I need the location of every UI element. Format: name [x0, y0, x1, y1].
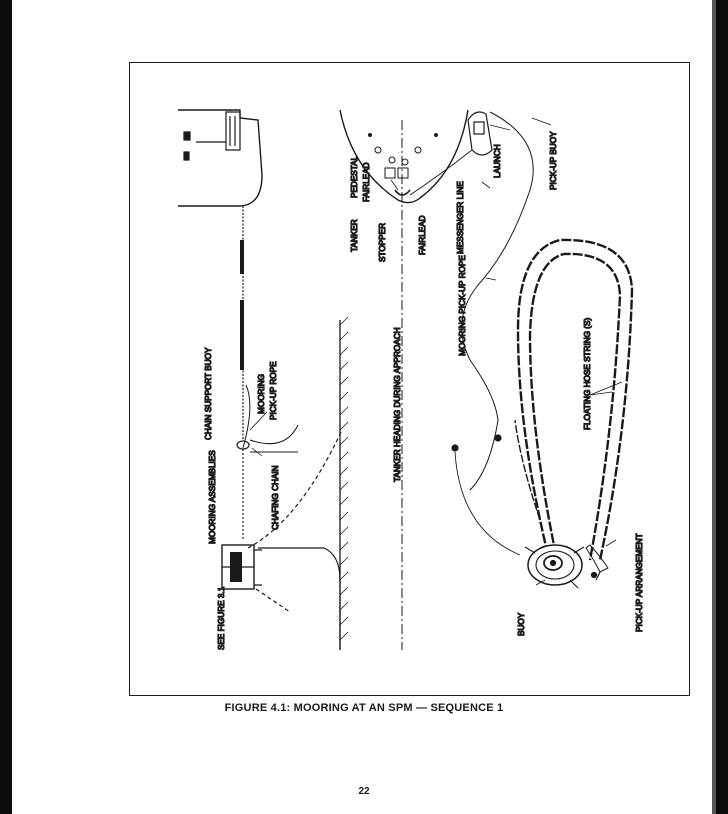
label-pickup-arrangement: PICK-UP ARRANGEMENT — [635, 533, 644, 632]
label-mooring-line1: MOORING — [257, 373, 266, 414]
tanker-deck-fitting — [226, 112, 240, 150]
label-floating-hose-string: FLOATING HOSE STRING (S) — [583, 317, 592, 430]
label-launch: LAUNCH — [493, 144, 502, 178]
label-pickup-buoy: PICK-UP BUOY — [549, 131, 558, 190]
floating-hose-string-inner — [530, 254, 620, 560]
label-stopper: STOPPER — [378, 223, 387, 262]
label-pedestal: PEDESTAL — [350, 155, 359, 198]
label-chain-support-buoy: CHAIN SUPPORT BUOY — [204, 347, 213, 440]
label-buoy: BUOY — [517, 612, 526, 636]
label-mooring-line2: PICK-UP ROPE — [269, 361, 278, 420]
pickup-buoy-marker — [495, 435, 501, 441]
spm-buoy-plan — [525, 545, 584, 588]
label-mooring-pickup-rope: MOORING PICK-UP ROPE — [458, 255, 467, 356]
tanker-bow-plan — [340, 110, 468, 203]
label-fairlead-upper: FAIRLEAD — [362, 162, 371, 202]
label-messenger-line: MESSENGER LINE — [456, 181, 465, 254]
bow-fittings — [369, 134, 438, 179]
label-fairlead: FAIRLEAD — [418, 215, 427, 255]
label-see-figure: SEE FIGURE 3.1 — [217, 586, 226, 650]
hawser-segment — [240, 240, 244, 274]
label-mooring-assemblies: MOORING ASSEMBLIES — [208, 450, 217, 544]
tanker-hull-elevation — [178, 110, 262, 206]
label-tanker-heading: TANKER HEADING DURING APPROACH — [393, 327, 402, 482]
chafing-chain — [248, 430, 342, 548]
label-tanker: TANKER — [350, 219, 359, 252]
page-number: 22 — [358, 786, 370, 797]
figure-caption: FIGURE 4.1: MOORING AT AN SPM — SEQUENCE 1 — [224, 702, 504, 714]
label-chafing-chain: CHAFING CHAIN — [271, 465, 280, 530]
mooring-pickup-rope-elevation — [243, 385, 250, 448]
seabed-hatching — [340, 317, 348, 640]
